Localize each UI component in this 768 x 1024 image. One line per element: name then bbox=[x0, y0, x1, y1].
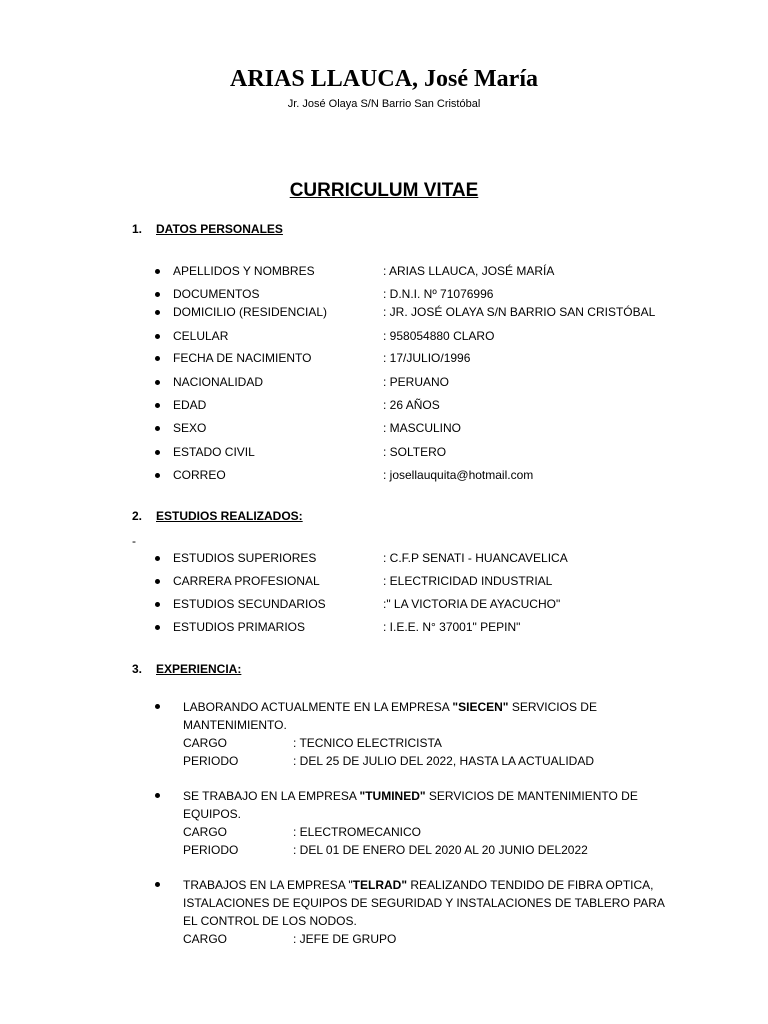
item-value: : SOLTERO bbox=[383, 445, 447, 459]
item-value: : 958054880 CLARO bbox=[383, 329, 495, 343]
item-value: : 26 AÑOS bbox=[383, 398, 440, 412]
item-label: ESTUDIOS SECUNDARIOS bbox=[173, 597, 326, 611]
cargo-row bbox=[183, 734, 675, 752]
cargo-value: : TECNICO ELECTRICISTA bbox=[293, 736, 442, 750]
periodo-value: : DEL 25 DE JULIO DEL 2022, HASTA LA ACTUALIDAD bbox=[293, 754, 595, 768]
cargo-row bbox=[183, 823, 675, 841]
periodo-row bbox=[183, 841, 675, 859]
cargo-row bbox=[183, 930, 675, 948]
section-number: 3. bbox=[132, 662, 143, 676]
section-number: 1. bbox=[132, 222, 143, 236]
section-heading-datos-personales bbox=[132, 222, 283, 236]
item-label: ESTADO CIVIL bbox=[173, 445, 255, 459]
experience-description-line: EL CONTROL DE LOS NODOS. bbox=[183, 914, 357, 928]
item-value: : ELECTRICIDAD INDUSTRIAL bbox=[383, 574, 553, 588]
experience-description bbox=[183, 876, 675, 894]
description-text: LABORANDO ACTUALMENTE EN LA EMPRESA bbox=[183, 700, 453, 714]
item-label: ESTUDIOS SUPERIORES bbox=[173, 551, 317, 565]
experience-description-line: MANTENIMIENTO. bbox=[183, 718, 287, 732]
cargo-label: CARGO bbox=[183, 825, 228, 839]
experience-description-line: EQUIPOS. bbox=[183, 807, 242, 821]
document-title: CURRICULUM VITAE bbox=[289, 180, 479, 201]
item-label: APELLIDOS Y NOMBRES bbox=[173, 264, 315, 278]
item-label: CARRERA PROFESIONAL bbox=[173, 574, 320, 588]
item-label: DOCUMENTOS bbox=[173, 287, 260, 301]
item-value: : D.N.I. Nº 71076996 bbox=[383, 287, 494, 301]
experience-description-line: ISTALACIONES DE EQUIPOS DE SEGURIDAD Y INSTALACIONES DE TABLERO PARA bbox=[183, 896, 665, 910]
bullet-icon bbox=[155, 882, 160, 887]
bullet-icon bbox=[155, 356, 160, 361]
cargo-value: : JEFE DE GRUPO bbox=[293, 932, 397, 946]
cargo-label: CARGO bbox=[183, 932, 228, 946]
bullet-icon bbox=[155, 793, 160, 798]
bullet-icon bbox=[155, 292, 160, 297]
item-label: EDAD bbox=[173, 398, 207, 412]
bullet-icon bbox=[155, 704, 160, 709]
bullet-icon bbox=[155, 426, 160, 431]
cargo-label: CARGO bbox=[183, 736, 228, 750]
item-label: ESTUDIOS PRIMARIOS bbox=[173, 620, 306, 634]
item-value: : I.E.E. N° 37001" PEPIN" bbox=[383, 620, 521, 634]
item-label: CORREO bbox=[173, 468, 226, 482]
bullet-icon bbox=[155, 334, 160, 339]
item-label: NACIONALIDAD bbox=[173, 375, 264, 389]
item-value: : ARIAS LLAUCA, JOSÉ MARÍA bbox=[383, 264, 555, 278]
description-text: REALIZANDO TENDIDO DE FIBRA OPTICA, bbox=[407, 878, 654, 892]
periodo-row bbox=[183, 752, 675, 770]
periodo-label: PERIODO bbox=[183, 843, 239, 857]
periodo-label: PERIODO bbox=[183, 754, 239, 768]
item-value: : C.F.P SENATI - HUANCAVELICA bbox=[383, 551, 568, 565]
person-name: ARIAS LLAUCA, José María bbox=[230, 66, 538, 92]
description-text: SERVICIOS DE bbox=[508, 700, 597, 714]
item-value: : JR. JOSÉ OLAYA S/N BARRIO SAN CRISTÓBAL bbox=[383, 305, 656, 319]
bullet-icon bbox=[155, 269, 160, 274]
section-heading-estudios bbox=[132, 509, 303, 523]
description-text: SE TRABAJO EN LA EMPRESA bbox=[183, 789, 360, 803]
item-value: : 17/JULIO/1996 bbox=[383, 351, 471, 365]
item-value: : MASCULINO bbox=[383, 421, 462, 435]
bullet-icon bbox=[155, 450, 160, 455]
bullet-icon bbox=[155, 579, 160, 584]
item-label: SEXO bbox=[173, 421, 207, 435]
item-value: :" LA VICTORIA DE AYACUCHO" bbox=[383, 597, 561, 611]
item-label: DOMICILIO (RESIDENCIAL) bbox=[173, 305, 328, 319]
bullet-icon bbox=[155, 310, 160, 315]
section-title: ESTUDIOS REALIZADOS: bbox=[156, 509, 303, 523]
description-text: SERVICIOS DE MANTENIMIENTO DE bbox=[425, 789, 638, 803]
company-name: "TUMINED" bbox=[359, 789, 426, 803]
bullet-icon bbox=[155, 380, 160, 385]
item-label: CELULAR bbox=[173, 329, 229, 343]
item-value: : PERUANO bbox=[383, 375, 450, 389]
description-text: TRABAJOS EN LA EMPRESA " bbox=[183, 878, 353, 892]
experience-item bbox=[155, 698, 675, 770]
person-address: Jr. José Olaya S/N Barrio San Cristóbal bbox=[287, 98, 481, 110]
section-title: EXPERIENCIA: bbox=[156, 662, 242, 676]
item-label: FECHA DE NACIMIENTO bbox=[173, 351, 312, 365]
periodo-value: : DEL 01 DE ENERO DEL 2020 AL 20 JUNIO DEL2022 bbox=[293, 843, 588, 857]
cargo-value: : ELECTROMECANICO bbox=[293, 825, 422, 839]
bullet-icon bbox=[155, 602, 160, 607]
company-name: "SIECEN" bbox=[452, 700, 509, 714]
section-heading-experiencia bbox=[132, 662, 241, 676]
experience-item bbox=[155, 876, 675, 948]
email-value[interactable]: : josellauquita@hotmail.com bbox=[383, 468, 534, 482]
dash-marker: - bbox=[132, 534, 136, 548]
section-title: DATOS PERSONALES bbox=[156, 222, 283, 236]
experience-item bbox=[155, 787, 675, 859]
experience-description bbox=[183, 698, 675, 716]
company-name: TELRAD" bbox=[352, 878, 408, 892]
section-number: 2. bbox=[132, 509, 143, 523]
experience-description bbox=[183, 787, 675, 805]
bullet-icon bbox=[155, 556, 160, 561]
bullet-icon bbox=[155, 473, 160, 478]
bullet-icon bbox=[155, 625, 160, 630]
bullet-icon bbox=[155, 403, 160, 408]
